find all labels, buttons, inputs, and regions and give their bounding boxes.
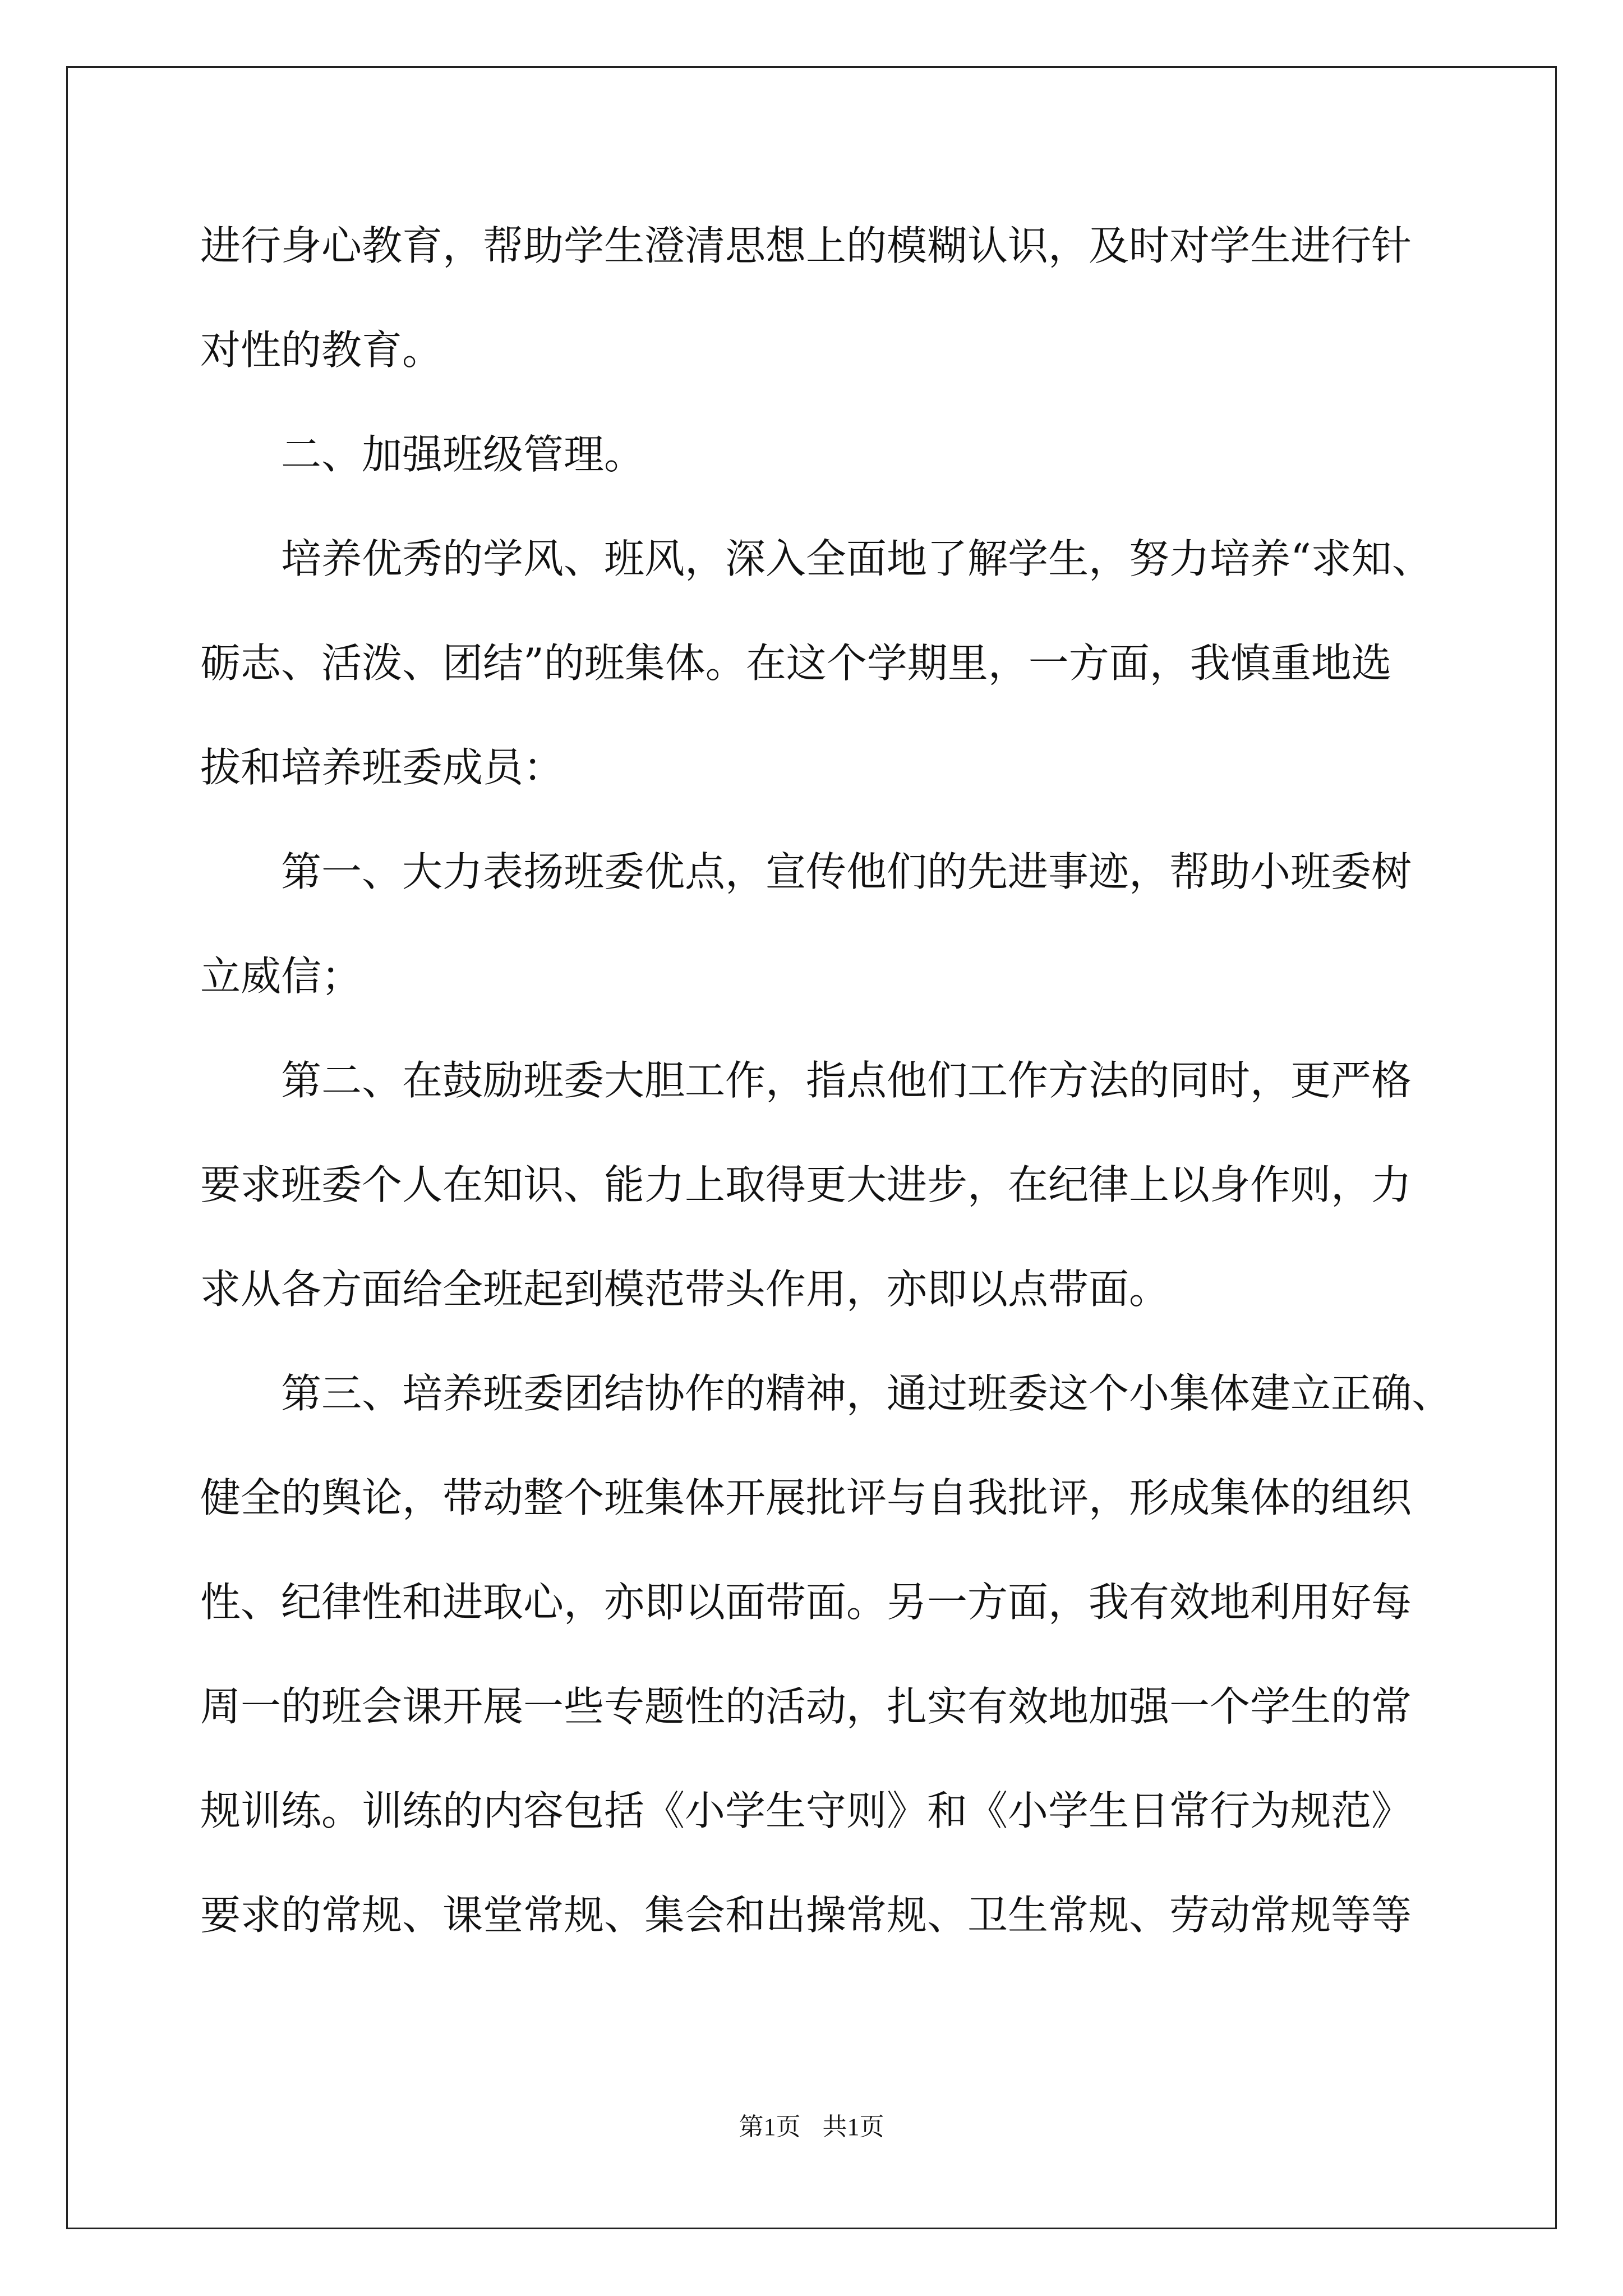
text-line-8: 立威信； [200,953,362,1000]
text-line-7: 第一、大力表扬班委优点，宣传他们的先进事迹，帮助小班委树 [200,848,1412,895]
text-line-1: 进行身心教育，帮助学生澄清思想上的模糊认识，及时对学生进行针 [200,222,1412,269]
page-footer [0,2110,1623,2144]
page-number-current: 第1页 [739,2113,801,2141]
page-number-total: 共1页 [822,2113,884,2141]
text-line-4: 培养优秀的学风、班风，深入全面地了解学生，努力培养“求知、 [200,535,1432,582]
text-line-6: 拔和培养班委成员： [200,744,564,791]
text-line-13: 健全的舆论，带动整个班集体开展批评与自我批评，形成集体的组织 [200,1474,1412,1521]
text-line-9: 第二、在鼓励班委大胆工作，指点他们工作方法的同时，更严格 [200,1057,1412,1104]
text-line-15: 周一的班会课开展一些专题性的活动，扎实有效地加强一个学生的常 [200,1683,1412,1730]
text-line-12: 第三、培养班委团结协作的精神，通过班委这个小集体建立正确、 [200,1370,1453,1417]
text-line-10: 要求班委个人在知识、能力上取得更大进步，在纪律上以身作则，力 [200,1161,1412,1208]
text-line-5: 砺志、活泼、团结”的班集体。在这个学期里，一方面，我慎重地选 [200,639,1392,687]
text-line-11: 求从各方面给全班起到模范带头作用，亦即以点带面。 [200,1266,1170,1313]
text-line-2: 对性的教育。 [200,326,443,374]
text-line-16: 规训练。训练的内容包括《小学生守则》和《小学生日常行为规范》 [200,1787,1412,1834]
text-line-3: 二、加强班级管理。 [200,431,645,478]
text-line-17: 要求的常规、课堂常规、集会和出操常规、卫生常规、劳动常规等等 [200,1892,1412,1939]
text-line-14: 性、纪律性和进取心，亦即以面带面。另一方面，我有效地利用好每 [200,1579,1412,1626]
